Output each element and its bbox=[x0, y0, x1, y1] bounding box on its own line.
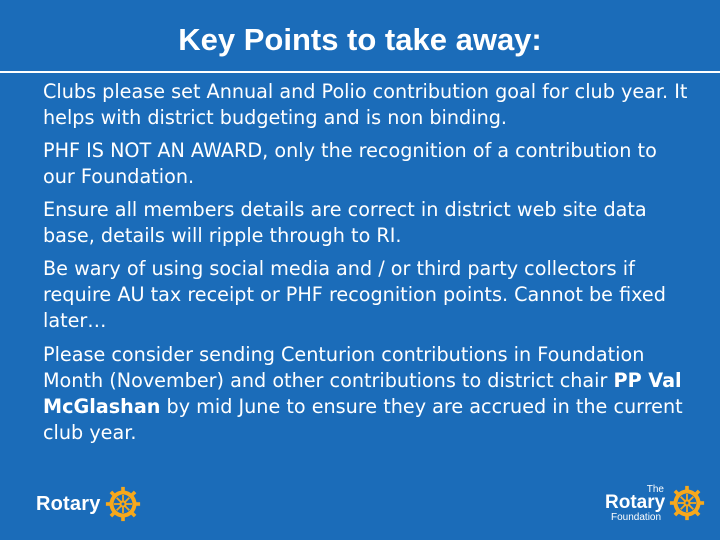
key-point: PHF IS NOT AN AWARD, only the recognition of a contribution to our Foundation. bbox=[43, 139, 657, 188]
key-point-text: Please consider sending Centurion contributions in Foundation Month (November) and other contributions to district chair bbox=[43, 343, 645, 392]
title-divider bbox=[0, 71, 720, 73]
key-point-text: by mid June to ensure they are accrued in the current club year. bbox=[43, 395, 683, 444]
key-point-last bbox=[43, 342, 693, 446]
rotary-logo bbox=[36, 486, 141, 522]
key-points-list bbox=[43, 79, 693, 453]
rotary-logo-text: Rotary bbox=[36, 492, 101, 515]
foundation-logo-foundation: Foundation bbox=[611, 512, 662, 523]
rotary-foundation-logo bbox=[603, 482, 707, 524]
rotary-foundation-wheel-icon bbox=[669, 485, 705, 521]
district-chair-name: PP Val McGlashan bbox=[43, 369, 682, 418]
rotary-wheel-icon bbox=[105, 486, 141, 522]
key-point: Clubs please set Annual and Polio contribution goal for club year. It helps with district budgeting and is non binding. bbox=[43, 80, 688, 129]
key-point: Be wary of using social media and / or third party collectors if require AU tax receipt or PHF recognition points. Cannot be fixed later… bbox=[43, 257, 666, 332]
foundation-logo-the: The bbox=[646, 484, 664, 495]
key-point: Ensure all members details are correct in district web site data base, details will ripple through to RI. bbox=[43, 198, 647, 247]
slide-title: Key Points to take away: bbox=[178, 22, 542, 57]
foundation-logo-rotary: Rotary bbox=[605, 492, 666, 513]
